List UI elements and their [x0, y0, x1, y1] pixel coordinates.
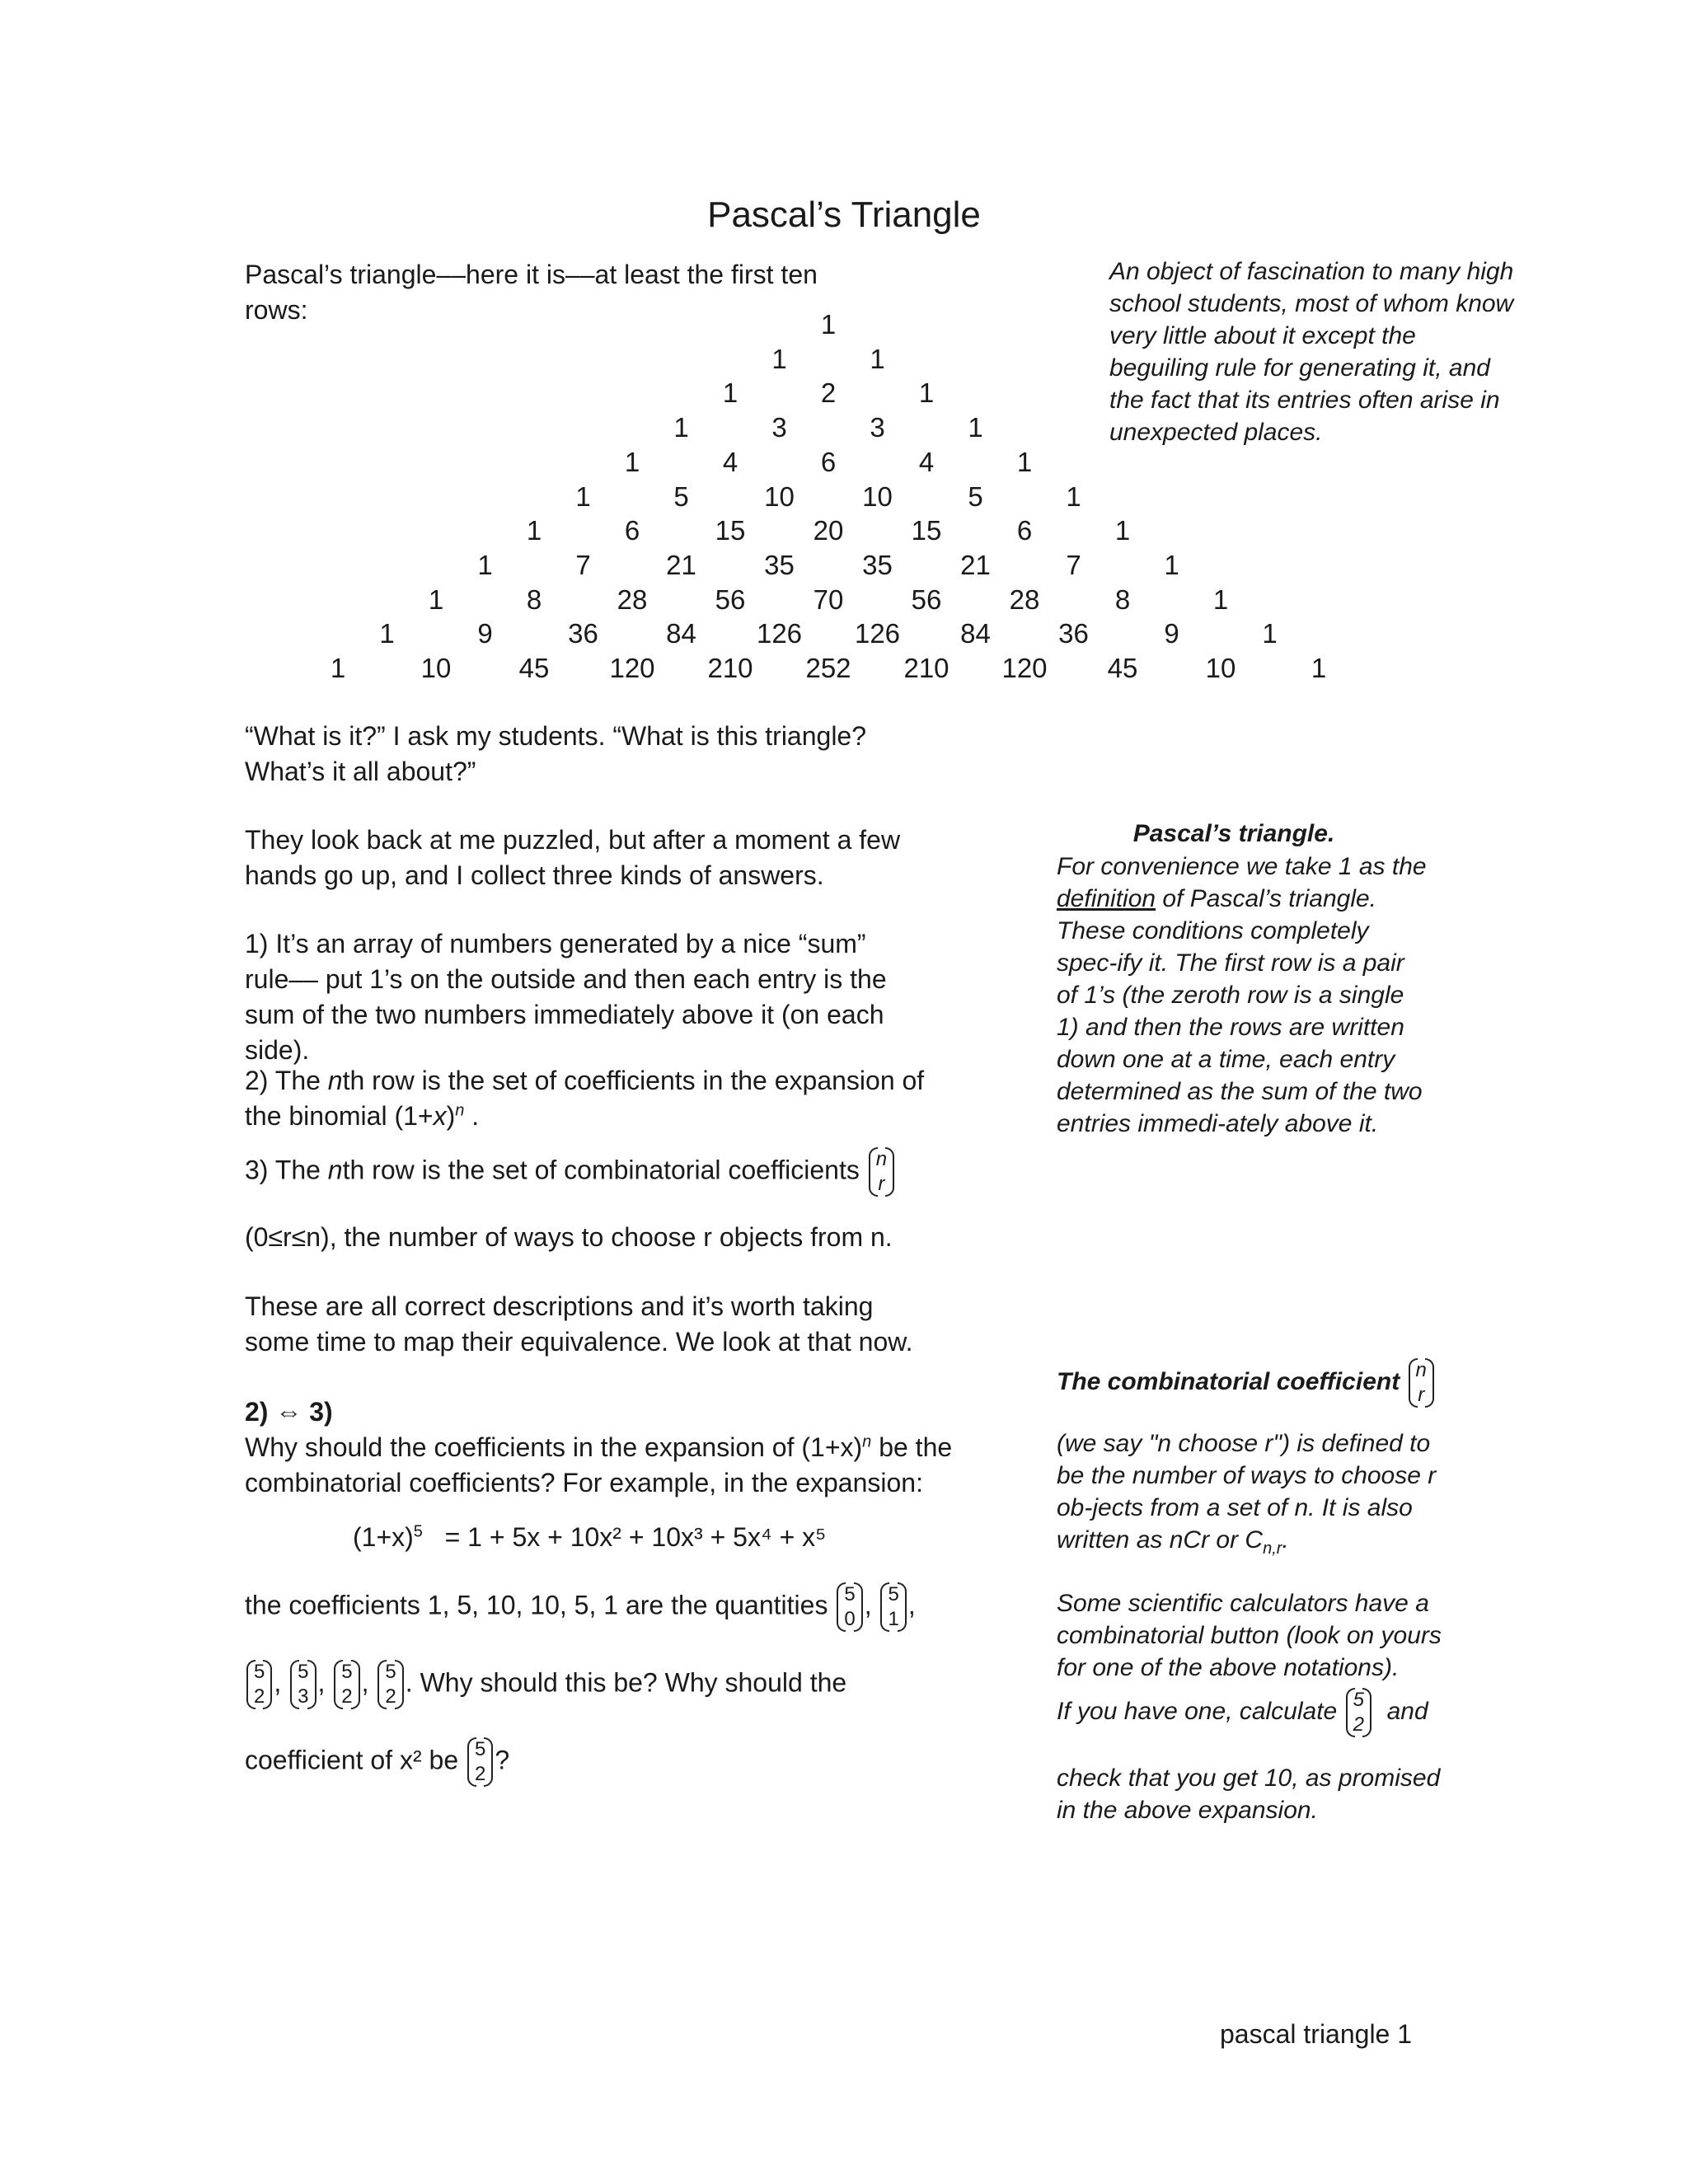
coefficient-question — [245, 1737, 970, 1787]
triangle-entry: 7 — [575, 549, 591, 580]
triangle-entry: 210 — [707, 653, 753, 683]
triangle-entry: 1 — [330, 653, 346, 683]
triangle-entry: 10 — [764, 480, 795, 512]
answer-1: 1) It’s an array of numbers generated by a nice “sum” rule–– put 1’s on the outside and then each entry is the sum of the two numbers immediately above it (on each side). — [245, 929, 887, 1065]
triangle-entry: 4 — [918, 446, 935, 477]
triangle-entry: 84 — [960, 618, 991, 649]
triangle-entry: 1 — [673, 412, 689, 443]
binomial-5-2: 5 2 — [334, 1660, 359, 1709]
triangle-entry: 120 — [1001, 653, 1048, 683]
binomial-5-2: 5 2 — [246, 1660, 272, 1709]
binomial-5-1: 5 1 — [880, 1582, 906, 1632]
triangle-entry: 56 — [911, 583, 942, 615]
answer-2-x: x — [433, 1101, 447, 1131]
triangle-entry: 126 — [854, 618, 901, 649]
combinatorial-title-text: The combinatorial coefficient — [1057, 1367, 1400, 1395]
triangle-entry: 36 — [1058, 618, 1089, 649]
equivalence-text: These are all correct descriptions and it’s worth taking some time to map their equivalence. We look at that now. — [245, 1291, 913, 1357]
triangle-entry: 1 — [771, 343, 787, 374]
triangle-entry: 7 — [1066, 549, 1081, 580]
coefficients-line: the coefficients 1, 5, 10, 10, 5, 1 are the quantities 5 0 , 5 1 , — [245, 1583, 916, 1630]
triangle-entry: 3 — [870, 412, 885, 443]
triangle-entry: 8 — [1114, 583, 1131, 615]
calculator-instruction — [1057, 1688, 1485, 1737]
side-note-text-a: For convenience we take 1 as the — [1057, 853, 1427, 880]
triangle-entry: 8 — [526, 583, 542, 615]
intro-text: Pascal’s triangle––here it is––at least the first ten rows: — [245, 260, 818, 325]
expansion-rhs: = 1 + 5x + 10x² + 10x³ + 5x⁴ + x⁵ — [444, 1522, 827, 1552]
calculator-if-text: If you have one, calculate — [1057, 1697, 1338, 1725]
triangle-entry: 1 — [477, 549, 493, 580]
triangle-entry: 1 — [1066, 480, 1081, 512]
expansion-equation — [353, 1520, 930, 1555]
combinatorial-title — [1057, 1358, 1485, 1408]
page-title: Pascal’s Triangle — [707, 194, 981, 235]
triangle-entry: 1 — [918, 377, 935, 409]
triangle-entry: 6 — [1016, 515, 1033, 546]
triangle-entry: 35 — [862, 549, 893, 580]
triangle-entry: 1 — [1164, 549, 1179, 580]
why-line-2: combinatorial coefficients? For example, in the expansion: — [245, 1468, 923, 1497]
answer-3 — [245, 1147, 954, 1197]
answer-3-continued: (0≤r≤n), the number of ways to choose r objects from n. — [245, 1222, 893, 1252]
triangle-entry: 84 — [666, 618, 696, 649]
triangle-entry: 1 — [1016, 446, 1033, 477]
answer-2-text-a: 2) The — [245, 1066, 328, 1095]
calculator-check: check that you get 10, as promised in the above expansion. — [1057, 1765, 1441, 1824]
triangle-entry: 2 — [820, 377, 837, 409]
answer-2-text-b: th row is the set of coefficients in the expansion of the binomial (1+ — [245, 1066, 925, 1131]
triangle-entry: 1 — [722, 377, 738, 409]
triangle-entry: 10 — [1205, 653, 1236, 683]
why-exponent: n — [862, 1432, 872, 1451]
triangle-entry: 15 — [911, 515, 942, 546]
answer-3-text-b: th row is the set of combinatorial coefficients — [342, 1155, 860, 1185]
triangle-entry: 6 — [820, 446, 837, 477]
coefficient-of-text: coefficient of x² be — [245, 1745, 459, 1775]
triangle-entry: 1 — [575, 480, 591, 512]
triangle-entry: 28 — [617, 583, 648, 615]
answers-intro: They look back at me puzzled, but after a moment a few hands go up, and I collect three kinds of answers. — [245, 825, 901, 890]
triangle-entry: 4 — [722, 446, 738, 477]
triangle-entry: 252 — [805, 653, 851, 683]
why-this-text: . Why should this be? Why should the — [405, 1667, 847, 1698]
triangle-entry: 1 — [1212, 583, 1229, 615]
coefficient-end: ? — [495, 1745, 510, 1775]
combinatorial-note-end: . — [1282, 1526, 1289, 1554]
triangle-entry: 5 — [968, 480, 983, 512]
answer-2-text-c: ) — [446, 1101, 456, 1131]
triangle-entry: 1 — [526, 515, 542, 546]
triangle-entry: 3 — [771, 412, 787, 443]
triangle-entry: 5 — [673, 480, 689, 512]
side-note-definition — [1057, 851, 1428, 1140]
section-heading: 2) ⇔ 3) — [245, 1397, 333, 1427]
expansion-lhs: (1+x) — [353, 1522, 414, 1552]
binomial-5-2: 5 2 — [377, 1660, 403, 1709]
why-line-1-text: Why should the coefficients in the expansion of (1+x) — [245, 1432, 863, 1462]
triangle-entry: 45 — [518, 653, 550, 683]
combinatorial-subscript: n,r — [1263, 1540, 1282, 1558]
binomials-line: 5 2 , 5 3 , 5 2 , 5 2 . Why should this be? Why should the — [245, 1660, 970, 1709]
triangle-entry: 1 — [820, 309, 837, 340]
triangle-entry: 35 — [764, 549, 795, 580]
side-note-definition-word: definition — [1057, 885, 1156, 912]
answer-2 — [245, 1063, 954, 1134]
triangle-entry: 45 — [1107, 653, 1138, 683]
triangle-entry: 1 — [1262, 618, 1278, 649]
triangle-entry: 15 — [715, 515, 746, 546]
triangle-entry: 1 — [968, 412, 983, 443]
triangle-entry: 36 — [568, 618, 598, 649]
triangle-entry: 6 — [624, 515, 640, 546]
coefficients-text: the coefficients 1, 5, 10, 10, 5, 1 are the quantities — [245, 1590, 828, 1620]
combinatorial-note — [1057, 1427, 1444, 1556]
answer-2-text-d: . — [464, 1101, 480, 1131]
answer-2-n: n — [327, 1066, 343, 1095]
triangle-entry: 1 — [379, 618, 395, 649]
expansion-lhs-exponent: 5 — [413, 1522, 423, 1541]
triangle-entry: 28 — [1009, 583, 1040, 615]
triangle-entry: 10 — [862, 480, 893, 512]
calculator-note: Some scientific calculators have a combinatorial button (look on yours for one of the above notations). — [1057, 1590, 1442, 1681]
triangle-entry: 1 — [870, 343, 885, 374]
binomial-n-r: n r — [1409, 1358, 1434, 1408]
question-text: “What is it?” I ask my students. “What is this triangle? What’s it all about?” — [245, 721, 867, 786]
why-line-1-end: be the — [871, 1432, 953, 1462]
combinatorial-note-text: (we say "n choose r") is defined to be the number of ways to choose r ob-jects from a set of n. It is also written as nCr or C — [1057, 1430, 1437, 1554]
binomial-5-2: 5 2 — [1346, 1688, 1372, 1737]
triangle-entry: 9 — [1164, 618, 1179, 649]
triangle-entry: 1 — [428, 583, 444, 615]
why-line-1 — [245, 1430, 954, 1465]
intro-side-note: An object of fascination to many high school students, most of whom know very little about it except the beguiling rule for generating it, and the fact that its entries often arise in unexpected places. — [1109, 258, 1514, 446]
answer-3-text-a: 3) The — [245, 1155, 328, 1185]
side-note-title: Pascal’s triangle. — [1132, 820, 1335, 847]
answer-3-n: n — [327, 1155, 343, 1185]
answer-2-exponent: n — [455, 1101, 465, 1120]
binomial-5-3: 5 3 — [290, 1660, 316, 1709]
page-footer: pascal triangle 1 — [1220, 2019, 1413, 2049]
triangle-entry: 21 — [666, 549, 696, 580]
triangle-entry: 1 — [1311, 653, 1327, 683]
triangle-entry: 10 — [420, 653, 452, 683]
binomial-5-2: 5 2 — [467, 1737, 493, 1787]
triangle-entry: 1 — [624, 446, 640, 477]
binomial-n-r: n r — [869, 1147, 894, 1197]
side-note-text-b: of Pascal’s triangle. These conditions completely spec-ify it. The first row is a pair of 1’s (the zeroth row is a single 1) and then the rows are written down one at a time, each entry determined as the sum of the two entries immedi-ately above it. — [1057, 885, 1423, 1137]
triangle-entry: 9 — [477, 618, 493, 649]
calculator-and-text: and — [1386, 1697, 1428, 1725]
triangle-entry: 56 — [715, 583, 746, 615]
triangle-entry: 20 — [813, 515, 844, 546]
triangle-entry: 21 — [960, 549, 991, 580]
triangle-entry: 210 — [903, 653, 950, 683]
triangle-entry: 126 — [756, 618, 803, 649]
triangle-entry: 70 — [813, 583, 844, 615]
triangle-entry: 120 — [609, 653, 655, 683]
binomial-5-0: 5 0 — [837, 1582, 862, 1632]
triangle-entry: 1 — [1114, 515, 1131, 546]
